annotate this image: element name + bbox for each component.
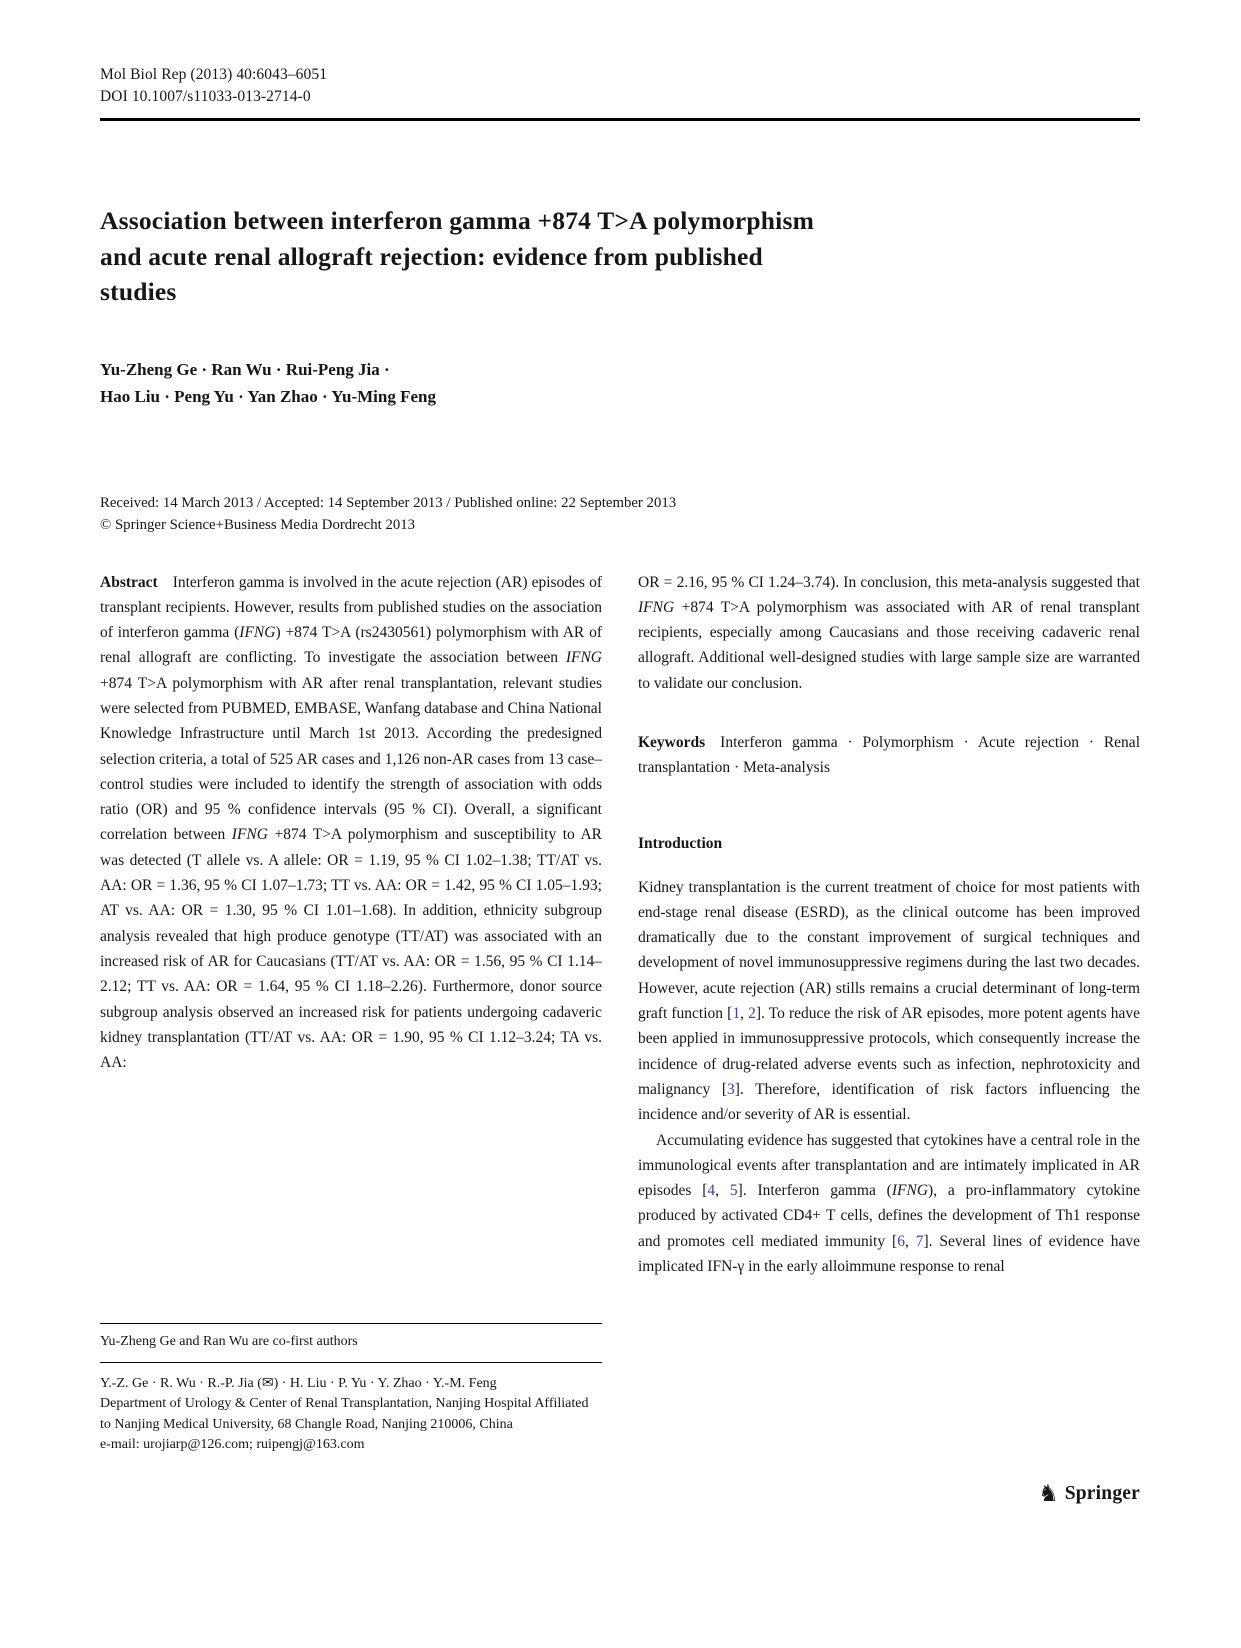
- citation-link[interactable]: 6: [897, 1232, 905, 1250]
- authors-line-2: Hao Liu · Peng Yu · Yan Zhao · Yu-Ming Feng: [100, 386, 436, 406]
- keywords-text: Interferon gamma · Polymorphism · Acute rejection · Renal transplantation · Meta-analysis: [638, 733, 1140, 777]
- authors-line-1: Yu-Zheng Ge · Ran Wu · Rui-Peng Jia ·: [100, 359, 390, 379]
- footnotes-block: [100, 1323, 602, 1456]
- two-column-body: [100, 570, 1140, 1456]
- article-title: [100, 203, 1140, 310]
- author-list: [100, 356, 1140, 410]
- abstract-text-left: Interferon gamma is involved in the acute rejection (AR) episodes of transplant recipients. However, results from published studies on the association of interferon gamma (IFNG) +874 T>A (rs2430561) polymorphism with AR of renal allograft are conflicting. To investigate the association between IFNG +874 T>A polymorphism with AR after renal transplantation, relevant studies were selected from PUBMED, EMBASE, Wanfang database and China National Knowledge Infrastructure until March 1st 2013. According the predesigned selection criteria, a total of 525 AR cases and 1,126 non-AR cases from 13 case–control studies were included to identify the strength of association with odds ratio (OR) and 95 % confidence intervals (95 % CI). Overall, a significant correlation between IFNG +874 T>A polymorphism and susceptibility to AR was detected (T allele vs. A allele: OR = 1.19, 95 % CI 1.02–1.38; TT/AT vs. AA: OR = 1.36, 95 % CI 1.07–1.73; TT vs. AA: OR = 1.42, 95 % CI 1.05–1.93; AT vs. AA: OR = 1.30, 95 % CI 1.01–1.68). In addition, ethnicity subgroup analysis revealed that high produce genotype (TT/AT) was associated with an increased risk of AR for Caucasians (TT/AT vs. AA: OR = 1.56, 95 % CI 1.14–2.12; TT vs. AA: OR = 1.64, 95 % CI 1.18–2.26). Furthermore, donor source subgroup analysis observed an increased risk for patients undergoing cadaveric kidney transplantation (TT/AT vs. AA: OR = 1.90, 95 % CI 1.12–3.24; TA vs. AA:: [100, 573, 602, 1072]
- abstract-paragraph: [100, 570, 602, 1076]
- citation-link[interactable]: 4: [707, 1182, 716, 1200]
- citation-link[interactable]: 7: [915, 1232, 924, 1250]
- citation-link[interactable]: 2: [748, 1005, 756, 1023]
- header-rule: [100, 118, 1140, 121]
- abstract-heading: Abstract: [100, 573, 158, 591]
- footnote-rule-bottom: [100, 1362, 602, 1363]
- citation-link[interactable]: 1: [732, 1005, 741, 1023]
- introduction-heading: Introduction: [638, 834, 723, 852]
- title-line-1: Association between interferon gamma +874 T>A polymorphism: [100, 206, 815, 235]
- doi-line: DOI 10.1007/s11033-013-2714-0: [100, 88, 311, 105]
- right-column: [638, 570, 1140, 1456]
- citation-link[interactable]: 3: [727, 1080, 735, 1098]
- title-line-2: and acute renal allograft rejection: evidence from published: [100, 241, 763, 271]
- publisher-name: Springer: [1064, 1482, 1140, 1504]
- keywords-paragraph: [638, 730, 1140, 781]
- intro-paragraph-2: Accumulating evidence has suggested that cytokines have a central role in the immunological events after transplantation and are intimately implicated in AR episodes [4, 5]. Interferon gamma (IFNG), a pro-inflammatory cytokine produced by activated CD4+ T cells, defines the development of Th1 response and promotes cell mediated immunity [6, 7]. Several lines of evidence have implicated IFN-γ in the early alloimmune response to renal: [638, 1131, 1140, 1276]
- co-first-author-note: Yu-Zheng Ge and Ran Wu are co-first authors: [100, 1334, 358, 1349]
- journal-reference: Mol Biol Rep (2013) 40:6043–6051: [100, 66, 328, 83]
- citation-link[interactable]: 5: [729, 1182, 738, 1200]
- footnote-authors: Y.-Z. Ge · R. Wu · R.-P. Jia (✉) · H. Liu · P. Yu · Y. Zhao · Y.-M. Feng: [100, 1375, 497, 1391]
- journal-header: [100, 64, 1140, 108]
- abstract-continued: OR = 2.16, 95 % CI 1.24–3.74). In conclusion, this meta-analysis suggested that IFNG +874 T>A polymorphism was associated with AR of renal transplant recipients, especially among Caucasians and those receiving cadaveric renal allograft. Additional well-designed studies with large sample size are warranted to validate our conclusion.: [638, 573, 1140, 692]
- springer-knight-icon: ♞: [1038, 1481, 1059, 1506]
- intro-paragraph-1: Kidney transplantation is the current treatment of choice for most patients with end-stage renal disease (ESRD), as the clinical outcome has been improved dramatically due to the constant improvement of surgical techniques and development of novel immunosuppressive regimens during the last two decades. However, acute rejection (AR) stills remains a crucial determinant of long-term graft function [1, 2]. To reduce the risk of AR episodes, more potent agents have been applied in immunosuppressive protocols, which consequently increase the incidence of drug-related adverse events such as infection, nephrotoxicity and malignancy [3]. Therefore, identification of risk factors influencing the incidence and/or severity of AR is essential.: [638, 878, 1141, 1124]
- publisher-logo: [1038, 1482, 1140, 1505]
- left-column: [100, 570, 602, 1456]
- title-line-3: studies: [100, 277, 177, 306]
- correspondence-block: [100, 1374, 602, 1456]
- keywords-heading: Keywords: [638, 733, 706, 751]
- received-accepted-dates: Received: 14 March 2013 / Accepted: 14 September 2013 / Published online: 22 September 2013: [100, 494, 677, 511]
- copyright-line: © Springer Science+Business Media Dordrecht 2013: [100, 516, 416, 533]
- footnote-affiliation: Department of Urology & Center of Renal Transplantation, Nanjing Hospital Affiliated to Nanjing Medical University, 68 Changle Road, Nanjing 210006, China: [100, 1396, 589, 1432]
- footnote-email: e-mail: urojiarp@126.com; ruipengj@163.com: [100, 1437, 365, 1452]
